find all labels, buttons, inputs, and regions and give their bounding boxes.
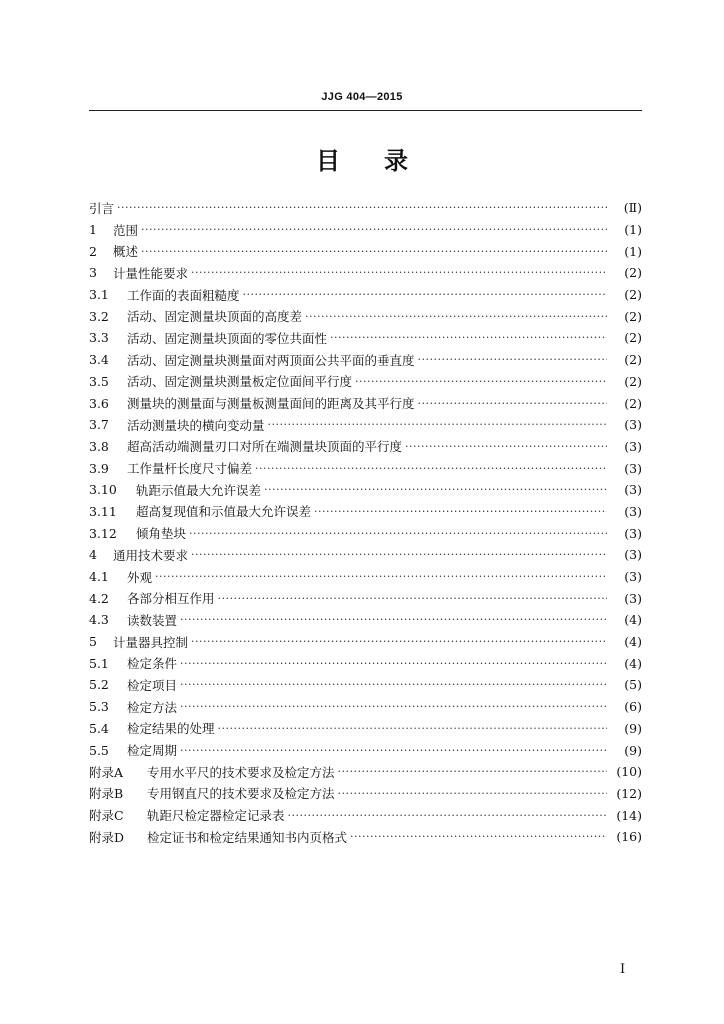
toc-entry-page: (2) (624, 330, 642, 346)
toc-entry-title: 工作面的表面粗糙度 (127, 287, 240, 303)
toc-entry-page: (2) (624, 308, 642, 324)
toc-entry-title: 概述 (113, 244, 139, 260)
toc-entry-title: 活动测量块的横向变动量 (127, 417, 265, 433)
toc-dot-leader (268, 418, 607, 431)
toc-entry-title: 活动、固定测量块测量面对两顶面公共平面的垂直度 (127, 352, 415, 368)
toc-entry-title: 读数装置 (127, 612, 178, 628)
toc-heading: 目录 (316, 147, 452, 175)
toc-entry-page: (2) (624, 352, 642, 368)
toc-entry-page: (3) (624, 482, 642, 498)
toc-entry-title: 轨距尺检定器检定记录表 (147, 808, 285, 824)
toc-entry-page: (3) (624, 547, 642, 563)
toc-dot-leader (180, 657, 607, 670)
toc-dot-leader (405, 440, 607, 453)
toc-entry-title: 活动、固定测量块顶面的零位共面性 (127, 330, 328, 346)
toc-entry[interactable] (89, 219, 642, 241)
toc-entry-page: (4) (624, 634, 642, 650)
toc-entry-number: 3.3 (89, 330, 109, 346)
toc-entry-page: (3) (624, 460, 642, 476)
toc-entry-number: 4.2 (89, 590, 109, 606)
toc-entry-page: (10) (616, 764, 642, 780)
toc-entry-page: (4) (624, 655, 642, 671)
toc-entry[interactable] (89, 436, 642, 458)
toc-entry-page: (3) (624, 417, 642, 433)
toc-entry-title: 专用水平尺的技术要求及检定方法 (147, 764, 335, 780)
table-of-contents (89, 197, 642, 848)
toc-dot-leader (218, 722, 607, 735)
toc-entry-page: (3) (624, 503, 642, 519)
toc-entry[interactable] (89, 284, 642, 306)
toc-entry-title: 超高复现值和示值最大允许误差 (136, 504, 312, 520)
toc-entry-page: (5) (624, 677, 642, 693)
toc-entry-page: (2) (624, 373, 642, 389)
toc-dot-leader (305, 310, 607, 323)
toc-entry[interactable] (89, 262, 642, 284)
toc-entry[interactable] (89, 240, 642, 262)
toc-dot-leader (117, 201, 607, 214)
toc-dot-leader (191, 635, 607, 648)
toc-entry[interactable] (89, 392, 642, 414)
toc-entry-page: (9) (624, 720, 642, 736)
toc-entry-number: 附录D (89, 829, 125, 845)
toc-entry-title: 引言 (89, 200, 115, 216)
toc-entry-title: 检定条件 (127, 656, 178, 672)
toc-entry-title: 活动、固定测量块测量板定位面间平行度 (127, 374, 353, 390)
toc-dot-leader (338, 765, 607, 778)
toc-dot-leader (180, 700, 607, 713)
toc-entry-title: 检定周期 (127, 743, 178, 759)
toc-entry-title: 各部分相互作用 (127, 591, 215, 607)
toc-entry[interactable] (89, 305, 642, 327)
toc-entry[interactable] (89, 414, 642, 436)
toc-entry-title: 工作量杆长度尺寸偏差 (127, 461, 253, 477)
toc-entry-number: 3.7 (89, 417, 109, 433)
toc-entry-number: 4.1 (89, 569, 109, 585)
toc-entry-title: 计量性能要求 (113, 265, 189, 281)
toc-entry-number: 附录A (89, 764, 124, 780)
toc-dot-leader (180, 744, 607, 757)
toc-entry-number: 3.10 (89, 482, 117, 498)
toc-dot-leader (355, 375, 607, 388)
toc-entry-number: 3.4 (89, 352, 109, 368)
toc-entry-page: (2) (624, 287, 642, 303)
document-code-header: JJG 404—2015 (321, 91, 403, 103)
toc-entry[interactable] (89, 609, 642, 631)
toc-entry-page: (4) (624, 612, 642, 628)
toc-entry[interactable] (89, 761, 642, 783)
toc-entry-page: (6) (624, 699, 642, 715)
toc-entry-number: 5 (89, 634, 97, 650)
toc-entry-title: 外观 (127, 569, 153, 585)
header-divider (89, 110, 642, 111)
toc-entry[interactable] (89, 566, 642, 588)
toc-dot-leader (141, 245, 607, 258)
toc-entry-number: 5.1 (89, 655, 109, 671)
toc-entry-title: 专用钢直尺的技术要求及检定方法 (147, 786, 335, 802)
toc-entry-page: (3) (624, 569, 642, 585)
toc-entry[interactable] (89, 544, 642, 566)
toc-entry-title: 测量块的测量面与测量板测量面间的距离及其平行度 (127, 396, 415, 412)
toc-entry-page: (16) (616, 829, 642, 845)
toc-entry-number: 3.9 (89, 460, 109, 476)
toc-entry[interactable] (89, 501, 642, 523)
toc-entry-page: (Ⅱ) (623, 200, 642, 216)
toc-dot-leader (243, 288, 607, 301)
toc-entry[interactable] (89, 371, 642, 393)
toc-entry[interactable] (89, 783, 642, 805)
toc-entry-title: 轨距示值最大允许误差 (136, 482, 262, 498)
toc-entry[interactable] (89, 327, 642, 349)
toc-entry-number: 3 (89, 265, 97, 281)
toc-entry-number: 3.12 (89, 525, 117, 541)
toc-entry[interactable] (89, 457, 642, 479)
toc-entry-number: 5.4 (89, 720, 109, 736)
toc-entry-title: 范围 (113, 222, 139, 238)
toc-entry-page: (2) (624, 395, 642, 411)
toc-entry-title: 检定项目 (127, 677, 178, 693)
toc-entry-title: 活动、固定测量块顶面的高度差 (127, 309, 303, 325)
toc-entry-number: 3.8 (89, 438, 109, 454)
toc-entry-number: 5.5 (89, 742, 109, 758)
toc-entry[interactable] (89, 587, 642, 609)
toc-entry-number: 3.6 (89, 395, 109, 411)
toc-dot-leader (330, 331, 607, 344)
toc-entry-number: 4.3 (89, 612, 109, 628)
toc-entry[interactable] (89, 739, 642, 761)
toc-dot-leader (189, 527, 607, 540)
toc-dot-leader (350, 830, 607, 843)
toc-entry-page: (1) (624, 222, 642, 238)
toc-entry-title: 通用技术要求 (113, 547, 189, 563)
toc-entry-page: (1) (624, 243, 642, 259)
toc-entry[interactable] (89, 826, 642, 848)
toc-entry-title: 检定方法 (127, 699, 178, 715)
toc-entry-title: 检定结果的处理 (127, 721, 215, 737)
toc-dot-leader (180, 613, 607, 626)
toc-dot-leader (314, 505, 607, 518)
toc-dot-leader (418, 353, 607, 366)
toc-entry[interactable] (89, 696, 642, 718)
toc-entry-number: 附录C (89, 808, 124, 824)
toc-entry-page: (3) (624, 438, 642, 454)
toc-entry-number: 3.5 (89, 373, 109, 389)
toc-dot-leader (191, 548, 607, 561)
toc-dot-leader (288, 809, 607, 822)
toc-entry-page: (14) (616, 807, 642, 823)
toc-entry-number: 2 (89, 243, 97, 259)
toc-entry-page: (3) (624, 525, 642, 541)
toc-dot-leader (264, 483, 607, 496)
toc-entry-number: 3.2 (89, 308, 109, 324)
toc-entry-title: 超高活动端测量刃口对所在端测量块顶面的平行度 (127, 439, 403, 455)
toc-dot-leader (418, 397, 607, 410)
toc-entry-number: 3.11 (89, 503, 117, 519)
toc-entry-number: 附录B (89, 786, 124, 802)
toc-entry[interactable] (89, 674, 642, 696)
toc-dot-leader (180, 678, 607, 691)
toc-entry-number: 4 (89, 547, 97, 563)
toc-entry[interactable] (89, 522, 642, 544)
toc-entry[interactable] (89, 197, 642, 219)
toc-entry-page: (2) (624, 265, 642, 281)
toc-entry[interactable] (89, 804, 642, 826)
toc-entry[interactable] (89, 652, 642, 674)
toc-dot-leader (338, 787, 607, 800)
toc-dot-leader (141, 223, 607, 236)
toc-entry-page: (3) (624, 590, 642, 606)
toc-entry-title: 计量器具控制 (113, 634, 189, 650)
toc-entry-title: 检定证书和检定结果通知书内页格式 (147, 829, 348, 845)
toc-entry-page: (12) (616, 785, 642, 801)
toc-entry-number: 5.2 (89, 677, 109, 693)
toc-entry-page: (9) (624, 742, 642, 758)
toc-dot-leader (155, 570, 607, 583)
toc-entry-number: 1 (89, 222, 97, 238)
toc-dot-leader (191, 266, 607, 279)
toc-entry[interactable] (89, 718, 642, 740)
toc-dot-leader (218, 592, 607, 605)
page-number: Ⅰ (620, 962, 626, 977)
toc-entry-number: 5.3 (89, 699, 109, 715)
toc-entry[interactable] (89, 631, 642, 653)
toc-dot-leader (255, 462, 607, 475)
toc-entry[interactable] (89, 479, 642, 501)
toc-entry-number: 3.1 (89, 287, 109, 303)
toc-entry-title: 倾角垫块 (136, 526, 187, 542)
toc-entry[interactable] (89, 349, 642, 371)
